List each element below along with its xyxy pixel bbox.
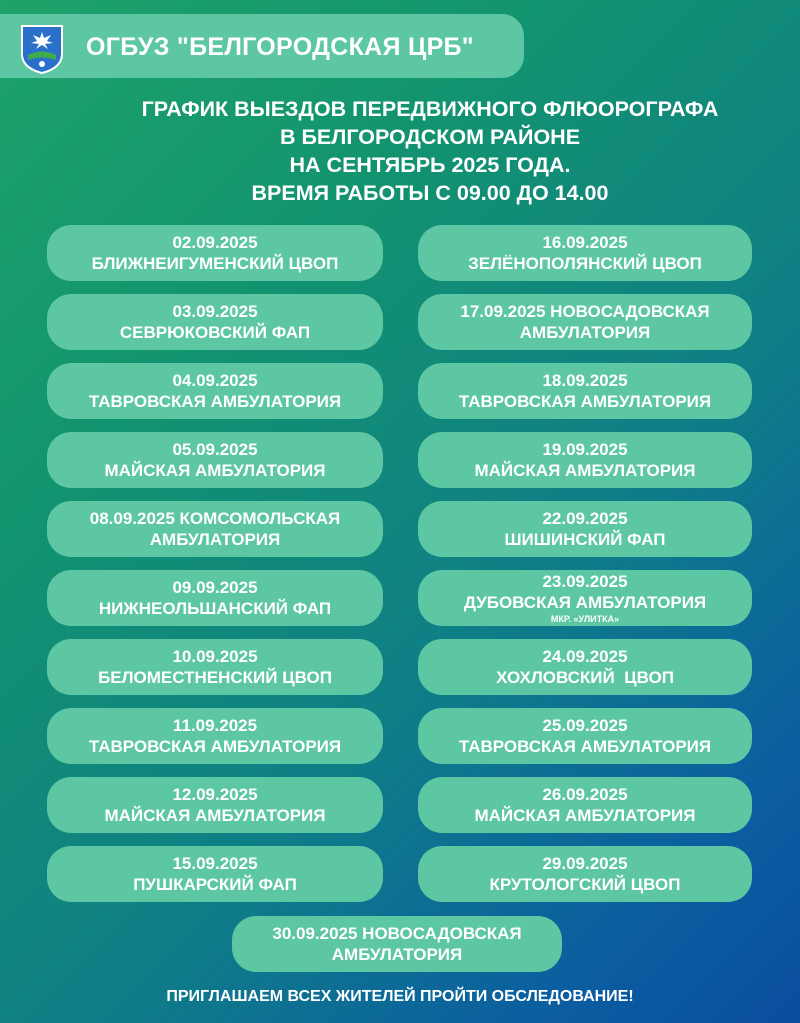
schedule-item-place: ТАВРОВСКАЯ АМБУЛАТОРИЯ xyxy=(458,392,712,411)
schedule-item-date: 26.09.2025 xyxy=(542,785,628,804)
schedule-item-place: МАЙСКАЯ АМБУЛАТОРИЯ xyxy=(474,461,696,480)
schedule-item-date: 23.09.2025 xyxy=(542,572,628,591)
schedule-item-date: 15.09.2025 xyxy=(172,854,258,873)
schedule-item-place: ТАВРОВСКАЯ АМБУЛАТОРИЯ xyxy=(88,392,342,411)
schedule-item xyxy=(418,639,752,695)
schedule-item-place: ТАВРОВСКАЯ АМБУЛАТОРИЯ xyxy=(88,737,342,756)
schedule-item xyxy=(47,777,383,833)
schedule-item-place: НИЖНЕОЛЬШАНСКИЙ ФАП xyxy=(98,599,332,618)
schedule-item xyxy=(418,777,752,833)
schedule-item xyxy=(418,846,752,902)
schedule-item-place: КРУТОЛОГСКИЙ ЦВОП xyxy=(489,875,681,894)
title-line: НА СЕНТЯБРЬ 2025 ГОДА. xyxy=(289,153,571,177)
schedule-item xyxy=(418,363,752,419)
schedule-item-place: БЛИЖНЕИГУМЕНСКИЙ ЦВОП xyxy=(91,254,339,273)
schedule-item-place: ТАВРОВСКАЯ АМБУЛАТОРИЯ xyxy=(458,737,712,756)
schedule-item-date: 29.09.2025 xyxy=(542,854,628,873)
schedule-item-date: 11.09.2025 xyxy=(172,716,258,735)
schedule-item xyxy=(47,708,383,764)
schedule-item-place: ШИШИНСКИЙ ФАП xyxy=(504,530,666,549)
schedule-item-place: АМБУЛАТОРИЯ xyxy=(519,323,651,342)
title-line: ГРАФИК ВЫЕЗДОВ ПЕРЕДВИЖНОГО ФЛЮОРОГРАФА xyxy=(141,97,719,121)
schedule-item xyxy=(418,501,752,557)
schedule-item-place: АМБУЛАТОРИЯ xyxy=(149,530,281,549)
schedule-item-date: 12.09.2025 xyxy=(172,785,258,804)
schedule-item-place: СЕВРЮКОВСКИЙ ФАП xyxy=(119,323,311,342)
schedule-item xyxy=(47,432,383,488)
schedule-item-date: 09.09.2025 xyxy=(172,578,258,597)
schedule-item-note: МКР. «УЛИТКА» xyxy=(550,614,620,624)
title-line: ВРЕМЯ РАБОТЫ С 09.00 ДО 14.00 xyxy=(251,181,609,205)
schedule-item-place: МАЙСКАЯ АМБУЛАТОРИЯ xyxy=(474,806,696,825)
belgorod-coat-of-arms-icon xyxy=(19,24,65,74)
schedule-item xyxy=(418,570,752,626)
schedule-item xyxy=(47,225,383,281)
schedule-item-date: 17.09.2025 НОВОСАДОВСКАЯ xyxy=(460,302,710,321)
schedule-item-place: БЕЛОМЕСТНЕНСКИЙ ЦВОП xyxy=(98,668,332,687)
schedule-item-date: 04.09.2025 xyxy=(172,371,258,390)
schedule-item-place: АМБУЛАТОРИЯ xyxy=(331,945,463,964)
schedule-item-place: ПУШКАРСКИЙ ФАП xyxy=(133,875,297,894)
schedule-item-date: 16.09.2025 xyxy=(542,233,628,252)
schedule-item-place: МАЙСКАЯ АМБУЛАТОРИЯ xyxy=(104,806,326,825)
schedule-item xyxy=(418,225,752,281)
org-name: ОГБУЗ "БЕЛГОРОДСКАЯ ЦРБ" xyxy=(86,33,474,61)
schedule-item xyxy=(47,363,383,419)
schedule-item xyxy=(47,639,383,695)
schedule-item-place: МАЙСКАЯ АМБУЛАТОРИЯ xyxy=(104,461,326,480)
footer-invitation: ПРИГЛАШАЕМ ВСЕХ ЖИТЕЛЕЙ ПРОЙТИ ОБСЛЕДОВАНИЕ! xyxy=(166,988,634,1005)
schedule-item-last xyxy=(232,916,562,972)
schedule-item-place: ХОХЛОВСКИЙ ЦВОП xyxy=(496,668,674,687)
schedule-item xyxy=(418,708,752,764)
schedule-item-date: 08.09.2025 КОМСОМОЛЬСКАЯ xyxy=(89,509,341,528)
schedule-item xyxy=(418,294,752,350)
schedule-item xyxy=(418,432,752,488)
page-title xyxy=(60,95,800,207)
schedule-item xyxy=(47,501,383,557)
schedule-item-date: 02.09.2025 xyxy=(172,233,258,252)
schedule-item xyxy=(47,846,383,902)
schedule-item-date: 10.09.2025 xyxy=(172,647,258,666)
schedule-item-date: 19.09.2025 xyxy=(542,440,628,459)
schedule-item-date: 03.09.2025 xyxy=(172,302,258,321)
schedule-item-date: 24.09.2025 xyxy=(542,647,628,666)
schedule-item-date: 22.09.2025 xyxy=(542,509,628,528)
schedule-item xyxy=(47,570,383,626)
schedule-item-date: 05.09.2025 xyxy=(172,440,258,459)
title-line: В БЕЛГОРОДСКОМ РАЙОНЕ xyxy=(279,125,581,149)
schedule-item-date: 25.09.2025 xyxy=(542,716,628,735)
schedule-item-date: 30.09.2025 НОВОСАДОВСКАЯ xyxy=(272,924,522,943)
schedule-item-date: 18.09.2025 xyxy=(542,371,628,390)
schedule-item-place: ДУБОВСКАЯ АМБУЛАТОРИЯ xyxy=(463,593,707,612)
schedule-item xyxy=(47,294,383,350)
schedule-item-place: ЗЕЛЁНОПОЛЯНСКИЙ ЦВОП xyxy=(468,254,702,273)
